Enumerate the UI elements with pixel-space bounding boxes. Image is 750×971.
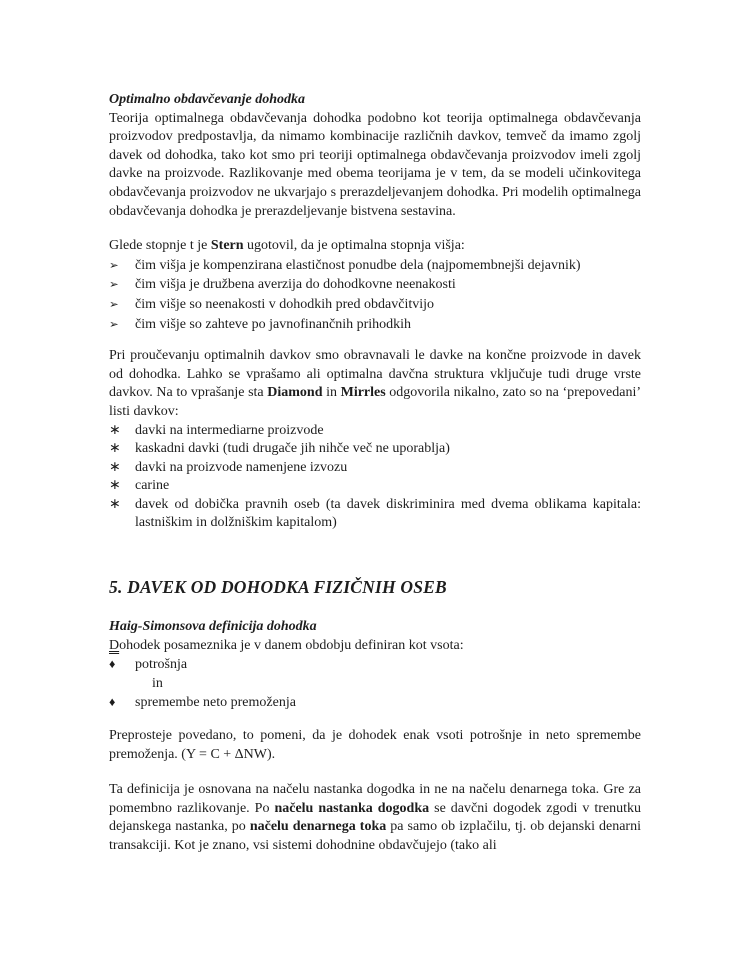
text-run: in: [152, 675, 163, 691]
list-item: [109, 440, 641, 459]
text-run: spremembe neto premoženja: [135, 695, 296, 711]
text-run: in: [322, 385, 341, 401]
text-run: Pri proučevanju optimalnih davkov smo obravnavali le davke na končne proizvode in davek od dohodka. Lahko se vprašamo ali optimalna davčna struktura vključuje tudi druge vrste davkov. Na to vprašanje sta: [109, 348, 641, 401]
bold-term: Mirrles: [340, 385, 386, 401]
list-item: [109, 496, 641, 533]
list-item: [109, 275, 641, 295]
bold-term: Stern: [210, 238, 244, 254]
list-item-text: [135, 422, 641, 441]
list-item: [109, 315, 641, 335]
list-item: [109, 675, 641, 694]
list-item-text: [135, 459, 641, 478]
list-item-text: [135, 656, 641, 675]
arrowhead-bullet-icon: ➢: [109, 277, 119, 292]
list-item: [109, 459, 641, 478]
list-item-text: [135, 257, 641, 276]
asterisk-bullet-icon: ∗: [109, 459, 121, 475]
diamond-bullet-icon: ♦: [109, 657, 116, 672]
spacer: [109, 334, 641, 347]
list-item-text: [135, 477, 641, 496]
spacer: [109, 221, 641, 237]
text-run: ohodek posameznika je v danem obdobju definiran kot vsota:: [119, 637, 464, 653]
bold-term: Diamond: [267, 385, 323, 401]
text-run: potrošnja: [135, 657, 188, 673]
bullet-list: [109, 422, 641, 534]
bold-term: načelu nastanka dogodka: [274, 800, 430, 816]
list-item-text: [135, 440, 641, 459]
section-subheading: [109, 91, 641, 110]
text-run: pa samo ob izplačilu, tj. ob dejanski denarni transakciji. Kot je znano, vsi sistemi dohodnine obdavčujejo (tako ali: [109, 819, 641, 853]
paragraph: [109, 237, 641, 256]
spacer: [109, 713, 641, 727]
text-run: kaskadni davki (tudi drugače jih nihče več ne uporablja): [135, 441, 450, 457]
list-item-text: [135, 694, 641, 713]
paragraph: [109, 781, 641, 855]
bold-term: načelu denarnega toka: [249, 819, 387, 835]
paragraph: [109, 110, 641, 222]
asterisk-bullet-icon: ∗: [109, 496, 121, 512]
bullet-list: [109, 655, 641, 713]
section-subheading: [109, 618, 641, 637]
list-item-text: [135, 316, 641, 335]
text-run: Preprosteje povedano, to pomeni, da je dohodek enak vsoti potrošnje in neto spremembe premoženja. (Y = C + ΔNW).: [109, 728, 641, 762]
list-item: [109, 693, 641, 713]
bullet-list: [109, 256, 641, 334]
text-run: 5. DAVEK OD DOHODKA FIZIČNIH OSEB: [109, 577, 447, 598]
text-run: čim višje so neenakosti v dohodkih pred obdavčitvijo: [135, 296, 435, 312]
text-run: Haig-Simonsova definicija dohodka: [109, 619, 317, 635]
asterisk-bullet-icon: ∗: [109, 478, 121, 494]
text-run: Optimalno obdavčevanje dohodka: [109, 92, 305, 107]
paragraph: [109, 347, 641, 421]
text-run: odgovorila nikalno, zato so na ‘prepovedani’ listi davkov:: [109, 385, 641, 419]
text-run: Teorija optimalnega obdavčevanja dohodka podobno kot teorija optimalnega obdavčevanja proizvodov predpostavlja, da nimamo kombinacije različnih davkov, temveč da imamo zgolj davek od dohodka, tako kot smo pri teoriji optimalnega obdavčevanja proizvodov imeli zgolj davke na proizvode. Razlikovanje med obema teorijama je v tem, da se modeli učinkovitega obdavčevanja proizvodov ne ukvarjajo s prerazdeljevanjem dohodka. Pri modelih optimalnega obdavčevanja dohodka je prerazdeljevanje bistvena sestavina.: [109, 110, 641, 219]
text-run: čim višje so zahteve po javnofinančnih prihodkih: [135, 316, 412, 332]
diamond-bullet-icon: ♦: [109, 695, 116, 710]
list-item: [109, 295, 641, 315]
text-run: carine: [135, 478, 170, 494]
underlined-text: D: [109, 637, 120, 653]
asterisk-bullet-icon: ∗: [109, 441, 121, 457]
list-item: [109, 422, 641, 441]
text-run: davek od dobička pravnih oseb (ta davek diskriminira med dvema oblikama kapitala: lastniškim in dolžniškim kapitalom): [135, 496, 641, 531]
paragraph: [109, 727, 641, 764]
text-run: ugotovil, da je optimalna stopnja višja:: [243, 238, 465, 254]
list-item-text: [135, 496, 641, 533]
asterisk-bullet-icon: ∗: [109, 422, 121, 438]
text-run: čim višja je družbena averzija do dohodkovne neenakosti: [135, 277, 456, 293]
text-run: Glede stopnje t je: [109, 238, 211, 254]
list-item-text: [135, 296, 641, 315]
chapter-heading: [109, 576, 641, 598]
arrowhead-bullet-icon: ➢: [109, 316, 119, 331]
spacer: [109, 598, 641, 618]
list-item: [109, 256, 641, 276]
spacer: [109, 764, 641, 781]
spacer: [109, 533, 641, 576]
paragraph: [109, 637, 641, 656]
list-item-text: [135, 276, 641, 295]
text-run: davki na proizvode namenjene izvozu: [135, 459, 348, 475]
text-run: se davčni dogodek zgodi v trenutku dejanskega nastanka, po: [109, 800, 642, 835]
arrowhead-bullet-icon: ➢: [109, 296, 119, 311]
text-run: Ta definicija je osnovana na načelu nastanka dogodka in ne na načelu denarnega toka. Gre za pomembno razlikovanje. Po: [109, 782, 641, 816]
list-item-text: [135, 675, 641, 694]
text-run: čim višja je kompenzirana elastičnost ponudbe dela (najpomembnejši dejavnik): [135, 257, 581, 273]
arrowhead-bullet-icon: ➢: [109, 257, 119, 272]
list-item: [109, 477, 641, 496]
text-run: davki na intermediarne proizvode: [135, 422, 324, 438]
list-item: [109, 655, 641, 675]
